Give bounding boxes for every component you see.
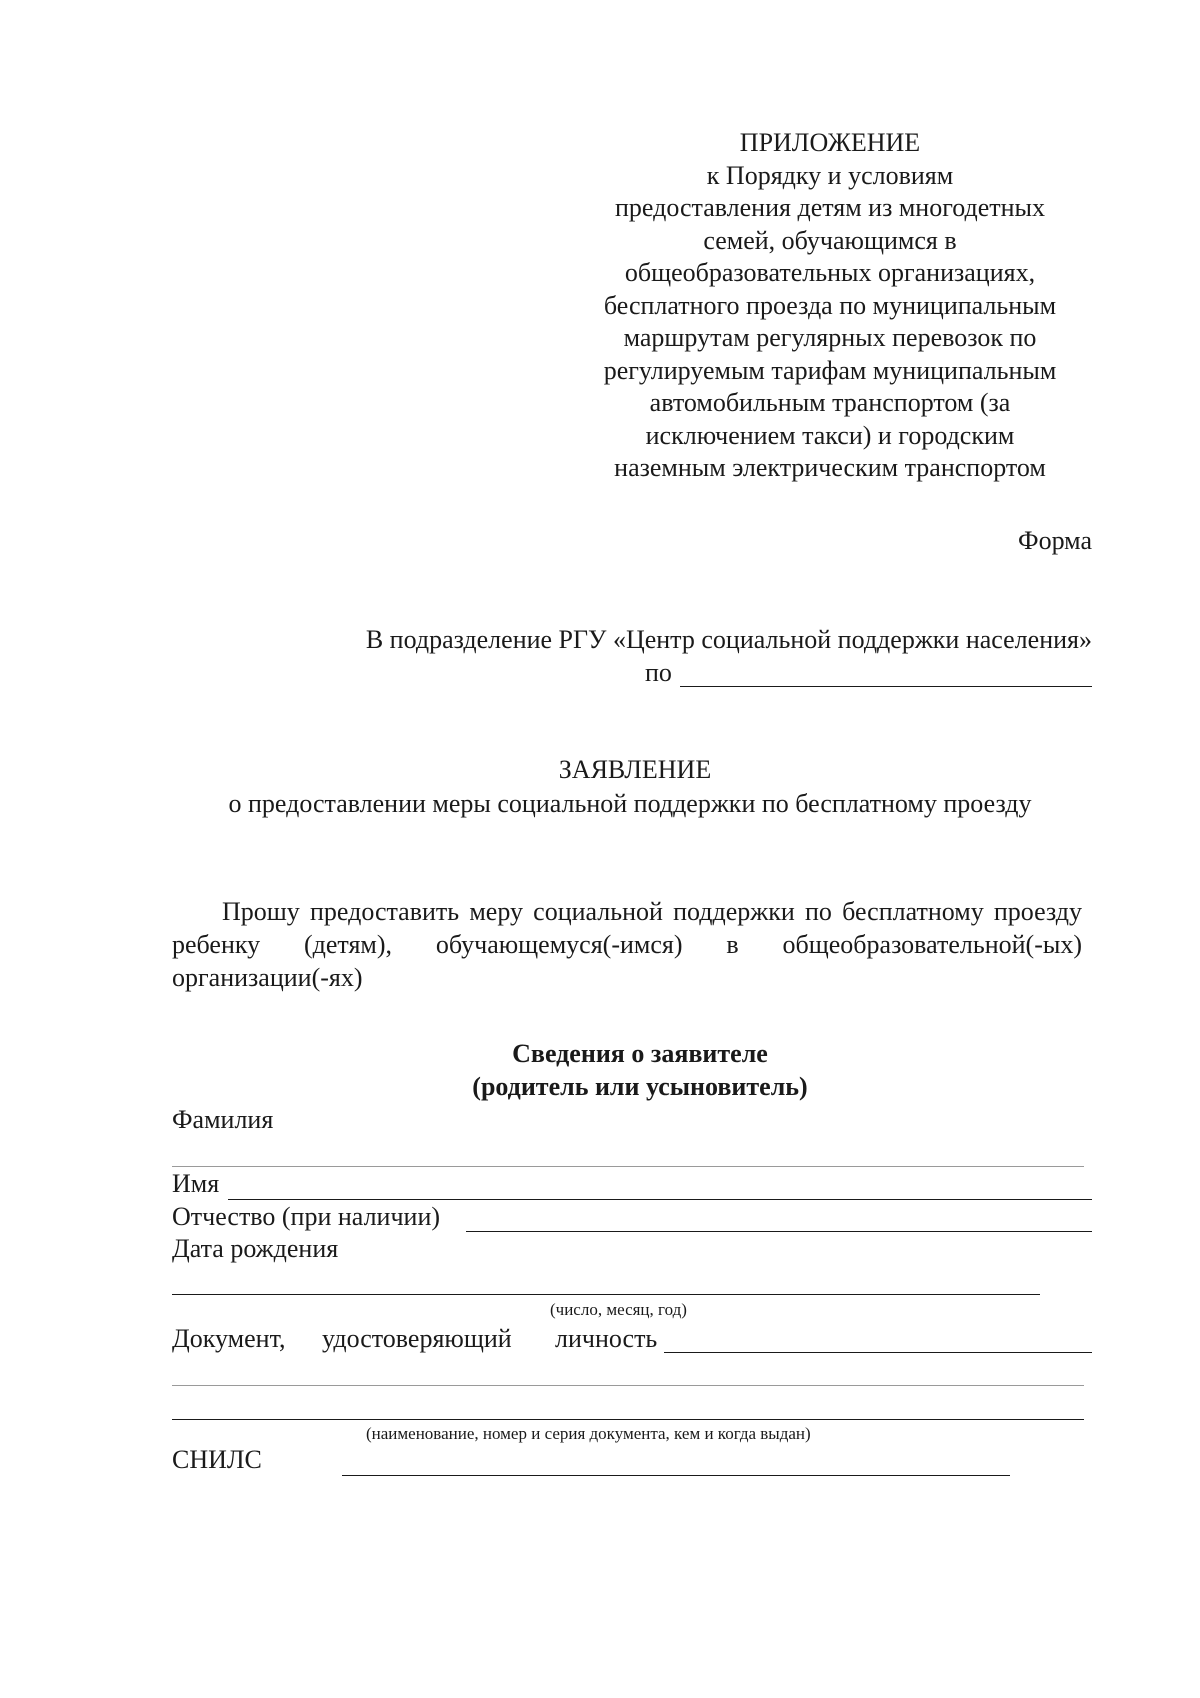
id-document-label-word3: личность	[555, 1324, 658, 1353]
annex-line: регулируемым тарифам муниципальным	[603, 355, 1057, 385]
annex-line: маршрутам регулярных перевозок по	[623, 323, 1037, 352]
document-subtitle: о предоставлении меры социальной поддержки по бесплатному проезду	[228, 789, 1032, 818]
annex-line: исключением такси) и городским	[645, 420, 1015, 450]
surname-field[interactable]	[172, 1166, 1084, 1167]
addressee-department-prefix: по	[645, 658, 672, 687]
birth-date-hint: (число, месяц, год)	[550, 1300, 687, 1319]
applicant-section-subtitle: (родитель или усыновитель)	[472, 1072, 808, 1101]
document-title: ЗАЯВЛЕНИЕ	[558, 755, 712, 784]
patronymic-field[interactable]	[466, 1231, 1092, 1232]
name-field[interactable]	[228, 1199, 1092, 1200]
surname-label: Фамилия	[172, 1105, 274, 1134]
snils-label: СНИЛС	[172, 1445, 262, 1474]
id-document-field[interactable]	[664, 1352, 1092, 1353]
id-document-field-line2[interactable]	[172, 1385, 1084, 1386]
annex-line: бесплатного проезда по муниципальным	[603, 290, 1057, 320]
annex-line: автомобильным транспортом (за	[649, 388, 1011, 417]
applicant-section-title: Сведения о заявителе	[512, 1039, 768, 1068]
addressee-department-field[interactable]	[680, 686, 1092, 687]
name-label: Имя	[172, 1169, 220, 1198]
birth-date-field[interactable]	[172, 1294, 1040, 1295]
id-document-label-word2: удостоверяющий	[322, 1324, 512, 1353]
id-document-label-word1: Документ,	[172, 1324, 286, 1353]
addressee-line: В подразделение РГУ «Центр социальной поддержки населения»	[365, 625, 1092, 654]
id-document-hint: (наименование, номер и серия документа, кем и когда выдан)	[366, 1424, 811, 1443]
id-document-field-line3[interactable]	[172, 1419, 1084, 1420]
annex-line: наземным электрическим транспортом	[614, 453, 1046, 482]
birth-date-label: Дата рождения	[172, 1234, 339, 1263]
annex-line: семей, обучающимся в	[703, 225, 957, 255]
patronymic-label: Отчество (при наличии)	[172, 1202, 441, 1231]
annex-title: ПРИЛОЖЕНИЕ	[739, 128, 921, 157]
annex-line: общеобразовательных организациях,	[624, 258, 1036, 287]
annex-block	[560, 127, 1100, 485]
form-label: Форма	[1018, 526, 1092, 555]
annex-line: предоставления детям из многодетных	[614, 193, 1045, 222]
annex-line: к Порядку и условиям	[706, 160, 954, 190]
snils-field[interactable]	[342, 1475, 1010, 1476]
request-text: Прошу предоставить меру социальной поддержки по бесплатному проезду ребенку (детям), обучающемуся(-имся) в общеобразовательной(-ых) организации(-ях)	[172, 897, 1082, 992]
